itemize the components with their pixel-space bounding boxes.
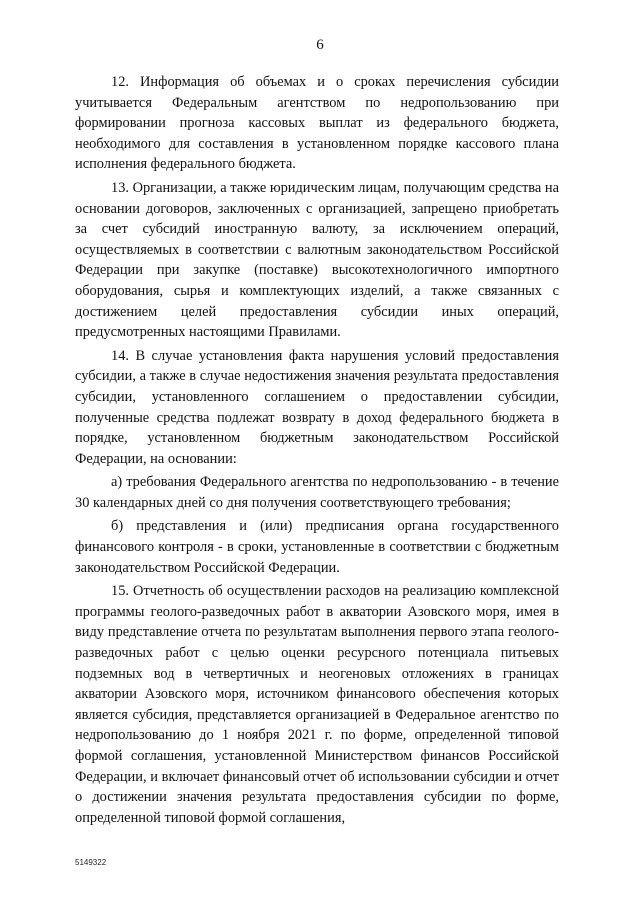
paragraph-15: 15. Отчетность об осуществлении расходов на реализацию комплексной программы геолого-разведочных работ в акватории Азовского моря, имея в виду представление отчета по результатам выполнения первого этапа геолого-разведочных работ с целью оценки ресурсного потенциала питьевых подземных вод в четвертичных и неогеновых отложениях в границах акватории Азовского моря, источником финансового обеспечения которых является субсидия, представляется организацией в Федеральное агентство по недропользованию до 1 ноября 2021 г. по форме, определенной типовой формой соглашения, установленной Министерством финансов Российской Федерации, и включает финансовый отчет об использовании субсидии и отчет о достижении значения результата предоставления субсидии по форме, определенной типовой формой соглашения, (75, 583, 559, 826)
paragraph-14: 14. В случае установления факта нарушения условий предоставления субсидии, а также в случае недостижения значения результата предоставления субсидии, установленного соглашением о предоставлении субсидии, полученные средства подлежат возврату в доход федерального бюджета в порядке, установленном бюджетным законодательством Российской Федерации, на основании: (75, 347, 559, 467)
page-number: 6 (316, 37, 324, 53)
paragraph-12: 12. Информация об объемах и о сроках перечисления субсидии учитывается Федеральным агентством по недропользованию при формировании прогноза кассовых выплат из федерального бюджета, необходимого для составления в установленном порядке кассового плана исполнения федерального бюджета. (75, 74, 559, 173)
paragraph-13: 13. Организации, а также юридическим лицам, получающим средства на основании договоров, заключенных с организацией, запрещено приобретать за счет субсидий иностранную валюту, за исключением операций, осуществляемых в соответствии с валютным законодательством Российской Федерации при закупке (поставке) высокотехнологичного импортного оборудования, сырья и комплектующих изделий, а также связанных с достижением целей предоставления субсидии иных операций, предусмотренных настоящими Правилами. (75, 179, 559, 341)
document-body (75, 72, 559, 831)
paragraph-14-item-a: а) требования Федерального агентства по недропользованию - в течение 30 календарных дней со дня получения соответствующего требования; (75, 474, 559, 511)
paragraph-14-item-b: б) представления и (или) предписания органа государственного финансового контроля - в сроки, установленные в соответствии с бюджетным законодательством Российской Федерации. (75, 518, 559, 576)
document-code: 5149322 (75, 858, 107, 867)
